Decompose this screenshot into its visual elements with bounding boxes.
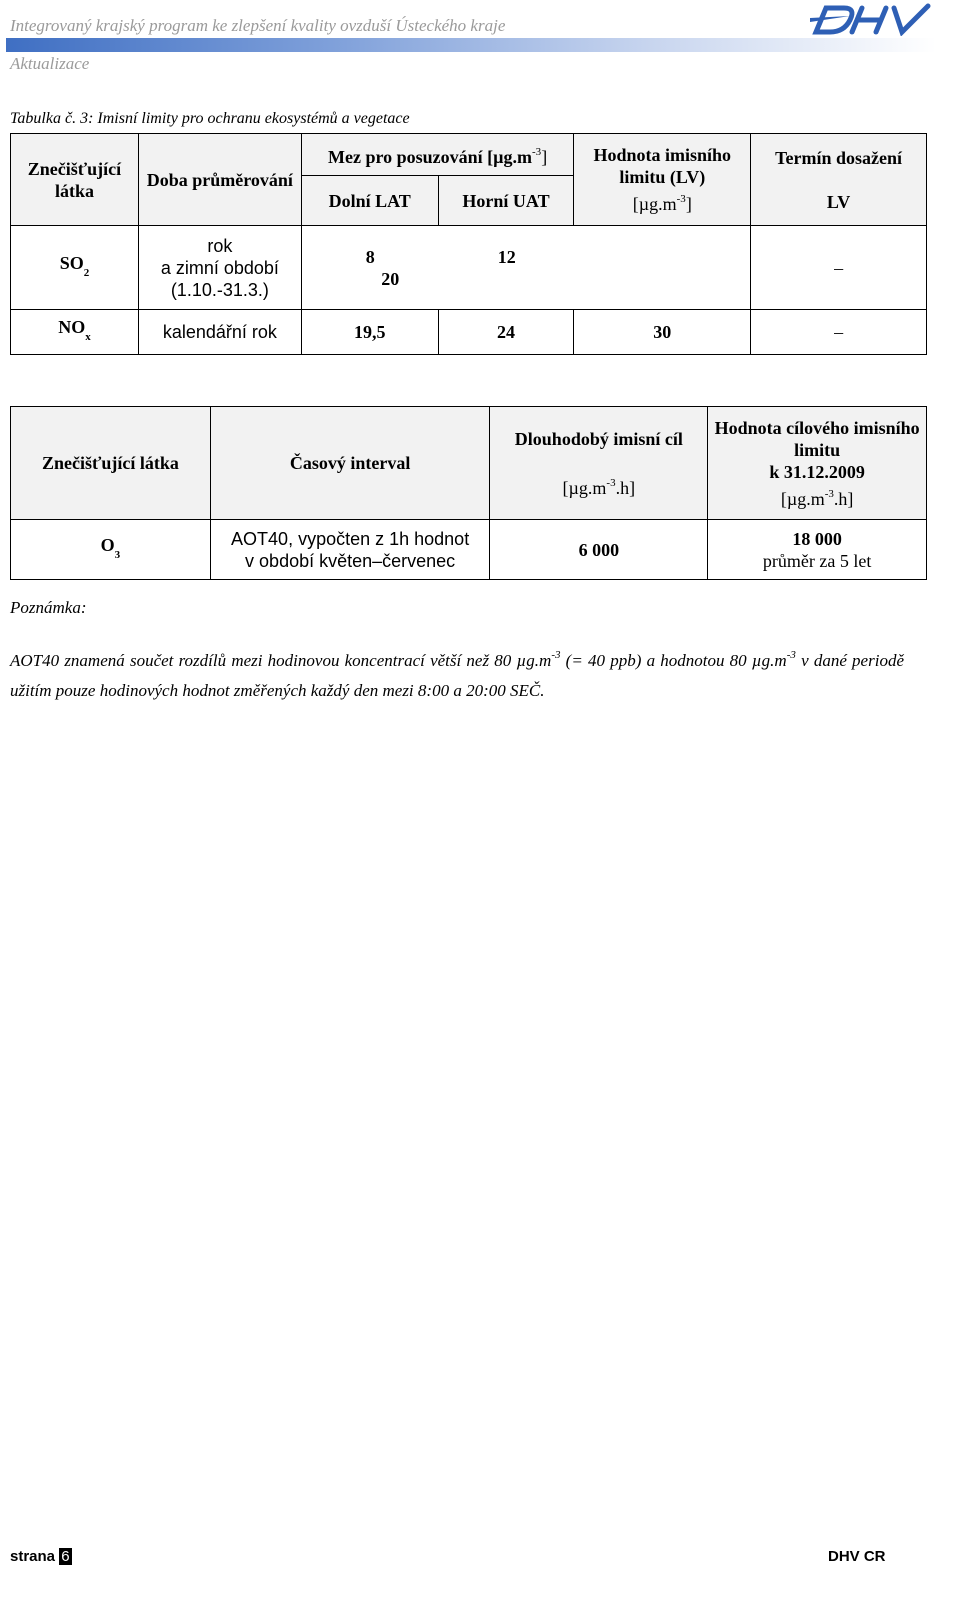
cell-limit-nox: 30: [574, 310, 751, 355]
cell-longterm-o3: 6 000: [490, 520, 708, 580]
header-interval: Časový interval: [210, 407, 490, 520]
header-deadline: Termín dosažení LV: [751, 134, 927, 226]
cell-deadline-so2: –: [751, 226, 927, 310]
cell-pollutant-o3: $O_3$: [11, 520, 211, 580]
note-text: AOT40 znamená součet rozdílů mezi hodinovou koncentrací větší než 80 $\mu g.m^{-3}$ (= 40 ppb) a hodnotou 80 $\mu g.m^{-3}$ v dané periodě užitím pouze hodinových hodnot změřených každý den mezi 8:00 a 20:00 SEČ.: [10, 649, 904, 700]
cell-interval-o3: AOT40, vypočten z 1h hodnot v období květen–červenec: [210, 520, 490, 580]
cell-values-so2: 8 1220: [301, 226, 750, 310]
note-label: Poznámka:: [10, 598, 87, 617]
header-target-value: Hodnota cílového imisního limitu k 31.12.2009 $[\mu g.m^{-3}.h]$: [708, 407, 927, 520]
table-caption: Tabulka č. 3: Imisní limity pro ochranu ekosystémů a vegetace: [10, 110, 410, 127]
ozone-table: [10, 406, 927, 580]
cell-upper-nox: 24: [438, 310, 574, 355]
header-upper-threshold: Horní UAT: [438, 176, 574, 226]
header-lower-threshold: Dolní LAT: [301, 176, 438, 226]
header-longterm-target: Dlouhodobý imisní cíl $[\mu g.m^{-3}.h]$: [490, 407, 708, 520]
cell-target-o3: 18 000 průměr za 5 let: [708, 520, 927, 580]
page-footer-number: strana 6: [10, 1548, 70, 1565]
limits-table: [10, 133, 927, 355]
header-pollutant-o3: Znečišťující látka: [11, 407, 211, 520]
cell-deadline-nox: –: [751, 310, 927, 355]
cell-lower-nox: 19,5: [301, 310, 438, 355]
cell-averaging-so2: rok a zimní období (1.10.-31.3.): [138, 226, 301, 310]
header-averaging: Doba průměrování: [138, 134, 301, 226]
cell-pollutant-so2: $SO_2$: [11, 226, 139, 310]
document-header-title: Integrovaný krajský program ke zlepšení kvality ovzduší Ústeckého kraje: [10, 16, 506, 35]
header-pollutant: Znečišťující látka: [11, 134, 139, 226]
page-footer-company: DHV CR: [828, 1548, 886, 1565]
dhv-logo: [810, 2, 934, 36]
cell-pollutant-nox: $NO_x$: [11, 310, 139, 355]
document-header-subtitle: Aktualizace: [10, 54, 90, 73]
cell-averaging-nox: kalendářní rok: [138, 310, 301, 355]
header-limit-value: Hodnota imisního limitu (LV) $[\mu g.m^{-3}]$: [574, 134, 751, 226]
header-gradient-bar: [6, 38, 936, 52]
header-assessment-threshold: Mez pro posuzování $[\mu g.m^{-3}]$: [301, 134, 574, 176]
